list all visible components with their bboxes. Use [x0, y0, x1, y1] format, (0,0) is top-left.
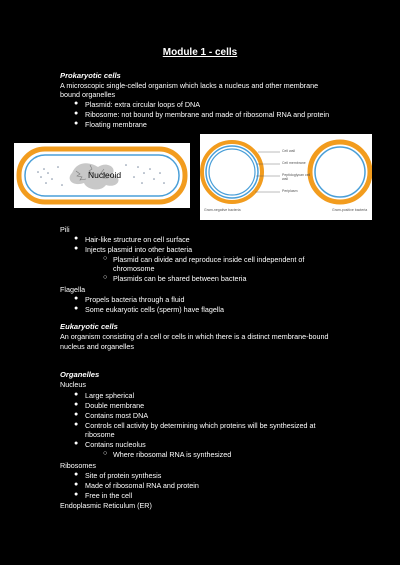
- list-item: Where ribosomal RNA is synthesized: [113, 450, 232, 459]
- flagella-heading: Flagella: [60, 285, 86, 294]
- ribosomes-heading: Ribosomes: [60, 461, 96, 470]
- bullet-icon: ●: [74, 100, 79, 107]
- caption-gram-positive: Gram-positive bacteria: [332, 208, 368, 212]
- list-item: Hair-like structure on cell surface: [85, 235, 190, 244]
- bullet-icon: ●: [74, 491, 79, 498]
- list-item-continued: chromosome: [113, 264, 155, 273]
- caption-gram-negative: Gram-negative bacteria: [204, 208, 241, 212]
- bullet-icon: ●: [74, 401, 79, 408]
- list-item: Plasmid: extra circular loops of DNA: [85, 100, 201, 109]
- label-cell-membrane: Cell membrane: [282, 161, 306, 165]
- list-item: Contains most DNA: [85, 411, 149, 420]
- eukaryotic-definition-2: nucleus and organelles: [60, 342, 134, 351]
- list-item: Double membrane: [85, 401, 145, 410]
- sub-bullet-icon: ○: [103, 274, 108, 281]
- bullet-icon: ●: [74, 235, 79, 242]
- bullet-icon: ●: [74, 245, 79, 252]
- bullet-icon: ●: [74, 421, 79, 428]
- bullet-icon: ●: [74, 295, 79, 302]
- list-item: Injects plasmid into other bacteria: [85, 245, 193, 254]
- list-item: Plasmids can be shared between bacteria: [113, 274, 247, 283]
- bullet-icon: ●: [74, 110, 79, 117]
- bullet-icon: ●: [74, 481, 79, 488]
- eukaryotic-definition-1: An organism consisting of a cell or cells in which there is a distinct membrane-bound: [60, 332, 329, 341]
- prokaryotic-definition-2: bound organelles: [60, 90, 116, 99]
- label-periplasm: Periplasm: [282, 189, 298, 193]
- prokaryotic-definition-1: A microscopic single-celled organism which lacks a nucleus and other membrane: [60, 81, 319, 90]
- pili-heading: Pili: [60, 225, 70, 234]
- list-item: Site of protein synthesis: [85, 471, 162, 480]
- bullet-icon: ●: [74, 391, 79, 398]
- nucleus-heading: Nucleus: [60, 380, 86, 389]
- page-title: Module 1 - cells: [162, 47, 238, 58]
- label-peptidoglycan: Peptidoglycan cell wall: [282, 173, 311, 181]
- list-item: Floating membrane: [85, 120, 147, 129]
- list-item: Ribosome: not bound by membrane and made of ribosomal RNA and protein: [85, 110, 330, 119]
- list-item: Propels bacteria through a fluid: [85, 295, 185, 304]
- list-item: Some eukaryotic cells (sperm) have flagella: [85, 305, 225, 314]
- list-item: Large spherical: [85, 391, 135, 400]
- sub-bullet-icon: ○: [103, 255, 108, 262]
- label-cell-wall: Cell wall: [282, 149, 296, 153]
- eukaryotic-heading: Eukaryotic cells: [60, 322, 118, 331]
- organelles-heading: Organelles: [60, 370, 100, 379]
- bullet-icon: ●: [74, 411, 79, 418]
- list-item: Free in the cell: [85, 491, 133, 500]
- bullet-icon: ●: [74, 120, 79, 127]
- bullet-icon: ●: [74, 440, 79, 447]
- sub-bullet-icon: ○: [103, 450, 108, 457]
- list-item: Contains nucleolus: [85, 440, 146, 449]
- list-item: Made of ribosomal RNA and protein: [85, 481, 199, 490]
- nucleoid-label: Nucleoid: [88, 170, 122, 180]
- gram-stain-diagram: [200, 134, 372, 220]
- list-item: Controls cell activity by determining which proteins will be synthesized at: [85, 421, 316, 430]
- bullet-icon: ●: [74, 471, 79, 478]
- bullet-icon: ●: [74, 305, 79, 312]
- er-heading: Endoplasmic Reticulum (ER): [60, 501, 152, 510]
- list-item-continued: ribosome: [85, 430, 115, 439]
- prokaryote-diagram: [14, 143, 190, 208]
- prokaryotic-heading: Prokaryotic cells: [60, 71, 121, 80]
- list-item: Plasmid can divide and reproduce inside cell independent of: [113, 255, 305, 264]
